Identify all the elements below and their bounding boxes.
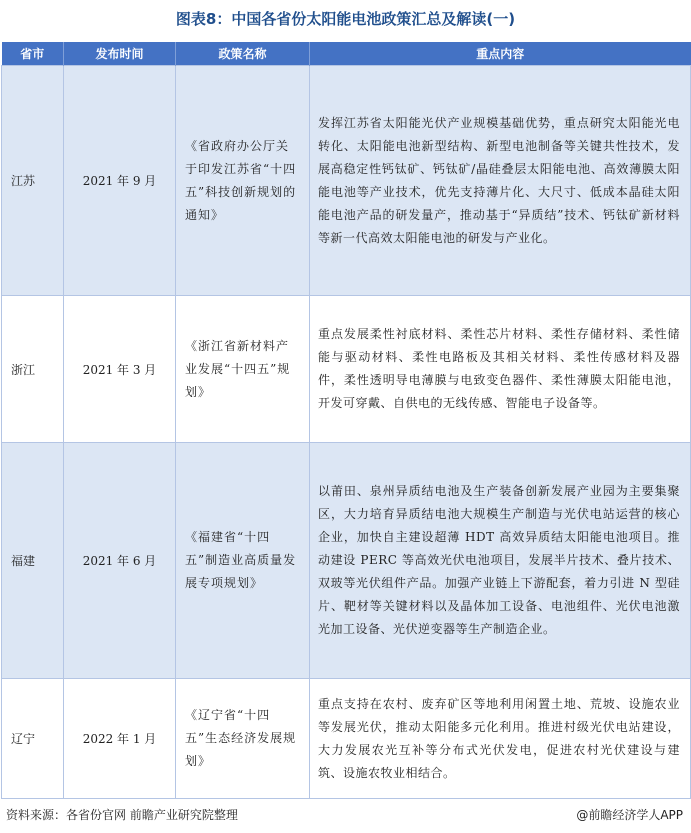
cell-time: 2021 年 3 月 (64, 296, 176, 443)
cell-policy: 《浙江省新材料产业发展“十四五”规划》 (176, 296, 310, 443)
cell-province: 福建 (2, 443, 64, 679)
page-title: 图表8：中国各省份太阳能电池政策汇总及解读(一) (175, 10, 516, 28)
header-time: 发布时间 (64, 42, 176, 66)
cell-time: 2022 年 1 月 (64, 679, 176, 799)
brand-credit: @前瞻经济学人APP (576, 808, 683, 822)
header-policy: 政策名称 (176, 42, 310, 66)
policy-table (1, 42, 691, 799)
table-row (2, 66, 691, 296)
header-province: 省市 (2, 42, 64, 66)
cell-province: 江苏 (2, 66, 64, 296)
cell-policy: 《省政府办公厅关于印发江苏省“十四五”科技创新规划的通知》 (176, 66, 310, 296)
source-note: 资料来源：各省份官网 前瞻产业研究院整理 (6, 808, 238, 822)
cell-province: 辽宁 (2, 679, 64, 799)
table-header-row (2, 42, 691, 66)
table-row (2, 679, 691, 799)
table-row (2, 296, 691, 443)
cell-province: 浙江 (2, 296, 64, 443)
cell-content: 重点支持在农村、废弃矿区等地利用闲置土地、荒坡、设施农业等发展光伏，推动太阳能多元化利用。推进村级光伏电站建设，大力发展农光互补等分布式光伏发电，促进农村光伏建设与建筑、设施农牧业相结合。 (310, 679, 691, 799)
cell-policy: 《辽宁省“十四五”生态经济发展规划》 (176, 679, 310, 799)
cell-time: 2021 年 9 月 (64, 66, 176, 296)
cell-policy: 《福建省“十四五”制造业高质量发展专项规划》 (176, 443, 310, 679)
cell-time: 2021 年 6 月 (64, 443, 176, 679)
cell-content: 以莆田、泉州异质结电池及生产装备创新发展产业园为主要集聚区，大力培育异质结电池大规模生产制造与光伏电站运营的核心企业，加快自主建设超薄 HDT 高效异质结太阳能电池项目。推动建设 PERC 等高效光伏电池项目，发展半片技术、叠片技术、双玻等光伏组件产品。加强产业链上下游配套，着力引进 N 型硅片、靶材等关键材料以及晶体加工设备、电池组件、光伏电池激光加工设备、光伏逆变器等生产制造企业。 (310, 443, 691, 679)
table-row (2, 443, 691, 679)
cell-content: 重点发展柔性衬底材料、柔性芯片材料、柔性存储材料、柔性储能与驱动材料、柔性电路板及其相关材料、柔性传感材料及器件，柔性透明导电薄膜与电致变色器件、柔性薄膜太阳能电池，开发可穿戴、自供电的无线传感、智能电子设备等。 (310, 296, 691, 443)
header-content: 重点内容 (310, 42, 691, 66)
cell-content: 发挥江苏省太阳能光伏产业规模基础优势，重点研究太阳能光电转化、太阳能电池新型结构、新型电池制备等关键共性技术，发展高稳定性钙钛矿、钙钛矿/晶硅叠层太阳能电池、高效薄膜太阳能电池等产业技术，优先支持薄片化、大尺寸、低成本晶硅太阳能电池产品的研发量产，推动基于“异质结”技术、钙钛矿新材料等新一代高效太阳能电池的研发与产业化。 (310, 66, 691, 296)
